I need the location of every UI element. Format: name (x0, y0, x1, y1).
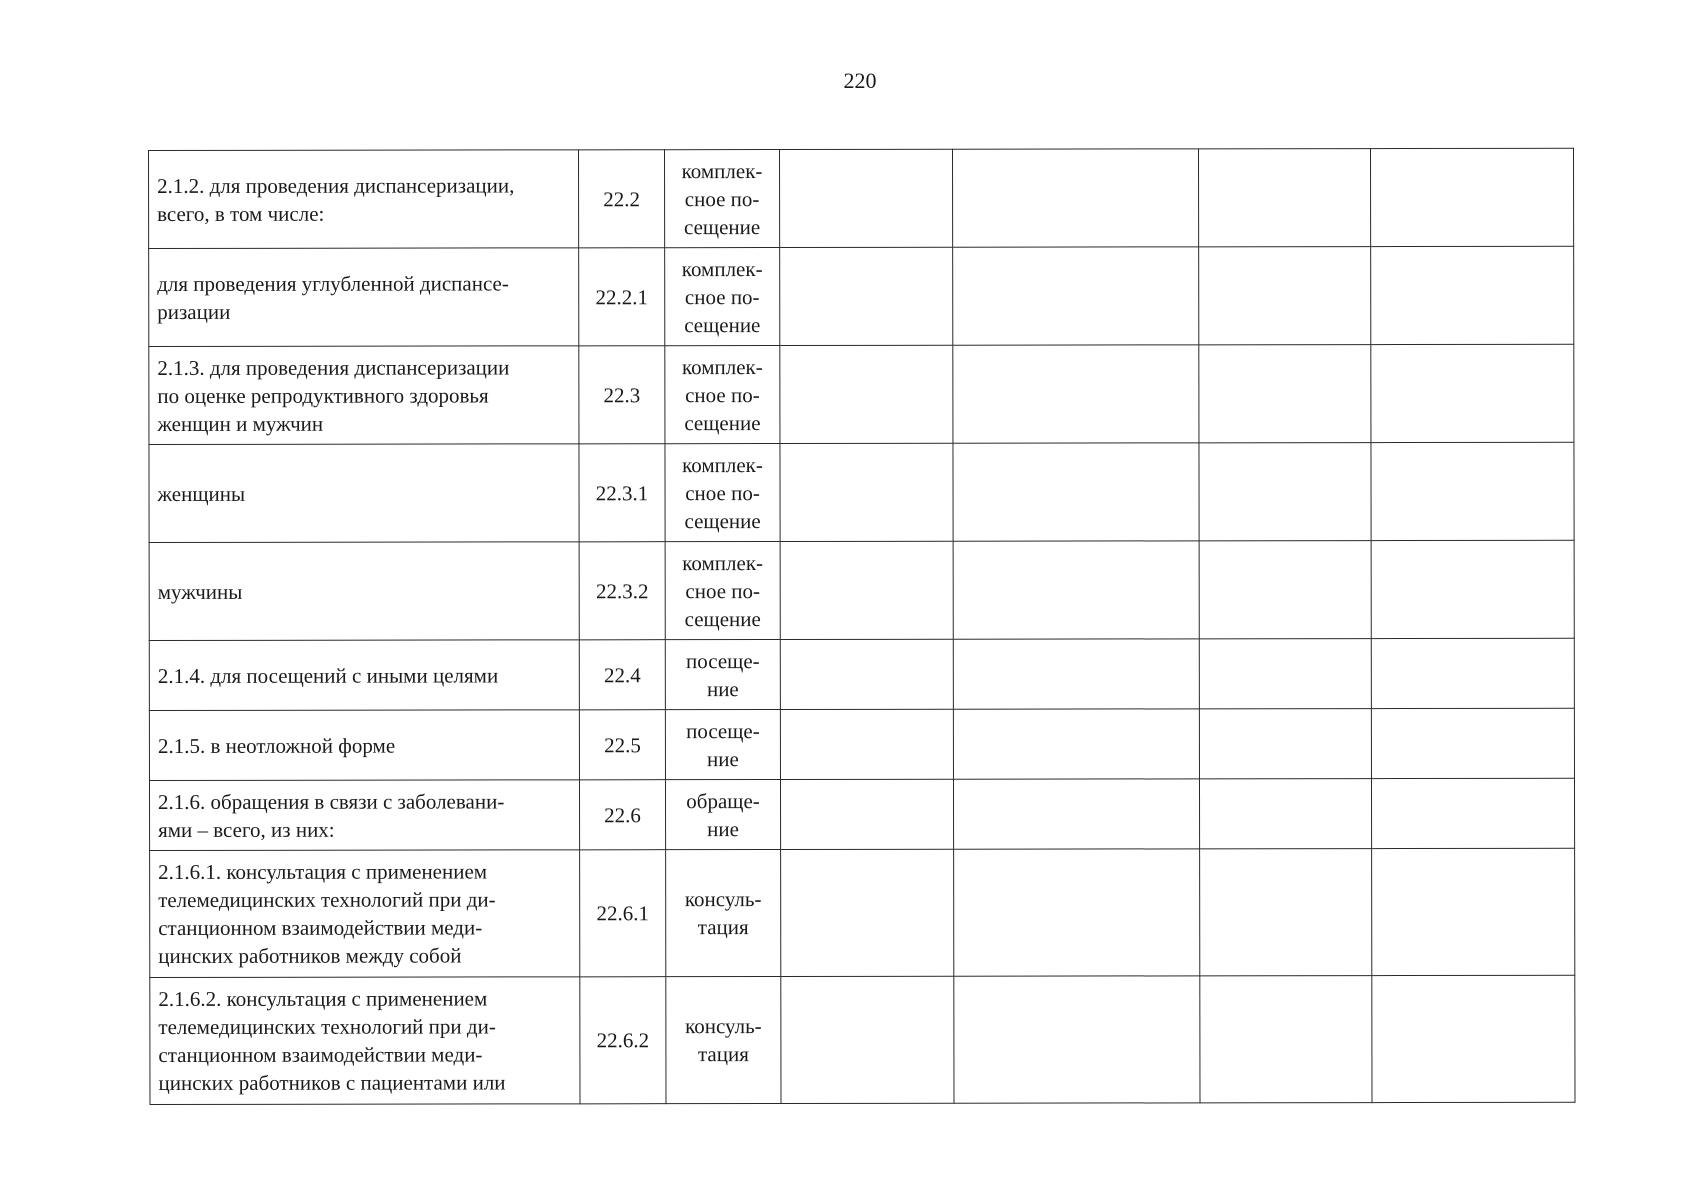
empty-cell (953, 247, 1199, 345)
empty-cell (780, 149, 953, 247)
empty-cell (781, 976, 954, 1103)
table-row (149, 442, 1574, 542)
data-table (148, 148, 1575, 1105)
row-unit-cell (665, 780, 780, 850)
row-code: 22.5 (604, 732, 641, 757)
empty-cell (953, 639, 1199, 709)
row-unit: консуль- тация (685, 1014, 762, 1067)
row-name: для проведения углубленной диспансе- ризации (157, 270, 509, 324)
row-name: женщины (157, 481, 246, 506)
row-unit: комплек- сное по- сещение (681, 354, 763, 435)
empty-cell (1199, 247, 1371, 345)
row-code: 22.6.2 (596, 1028, 650, 1053)
empty-cell (1199, 639, 1371, 709)
row-unit-cell (665, 710, 780, 780)
empty-cell (1371, 708, 1574, 778)
row-name-cell (149, 346, 579, 445)
empty-cell (781, 849, 954, 976)
empty-cell (1199, 779, 1371, 849)
empty-cell (1199, 443, 1371, 541)
empty-cell (1371, 344, 1574, 442)
row-name: 2.1.2. для проведения диспансеризации, всего, в том числе: (157, 172, 515, 226)
empty-cell (780, 639, 953, 709)
table-row (149, 638, 1574, 710)
row-name-cell (149, 780, 579, 851)
empty-cell (952, 149, 1198, 247)
empty-cell (954, 976, 1200, 1103)
row-unit-cell (666, 850, 781, 977)
row-code-cell (579, 248, 665, 346)
row-name: 2.1.6.2. консультация с применением телемедицинских технологий при ди- станционном взаимодействии меди- цинских работников с пациентами или (158, 986, 506, 1095)
empty-cell (953, 345, 1199, 443)
empty-cell (1200, 849, 1372, 976)
empty-cell (780, 443, 953, 541)
empty-cell (1371, 638, 1574, 708)
empty-cell (1370, 148, 1573, 246)
empty-cell (1371, 540, 1574, 638)
empty-cell (780, 247, 953, 345)
empty-cell (1199, 345, 1371, 443)
row-unit-cell (665, 444, 780, 542)
row-name-cell (150, 977, 580, 1105)
row-code: 22.2.1 (595, 284, 648, 309)
empty-cell (1372, 848, 1575, 975)
row-name: 2.1.5. в неотложной форме (157, 733, 396, 758)
table-row (149, 344, 1574, 444)
row-code-cell (580, 850, 666, 977)
empty-cell (953, 779, 1199, 849)
row-name: мужчины (157, 579, 243, 604)
row-code: 22.4 (603, 662, 641, 687)
row-unit-cell (665, 248, 780, 346)
row-name: 2.1.3. для проведения диспансеризации по оценке репродуктивного здоровья женщин и мужчин (157, 354, 510, 436)
row-unit: посеще- ние (686, 718, 760, 771)
empty-cell (1371, 246, 1574, 344)
row-code-cell (579, 444, 665, 542)
empty-cell (953, 541, 1199, 639)
page-number: 220 (843, 68, 877, 93)
row-code: 22.3.2 (595, 578, 649, 603)
table-row (149, 540, 1574, 640)
table-row (149, 246, 1574, 346)
row-unit: комплек- сное по- сещение (682, 550, 764, 631)
empty-cell (780, 541, 953, 639)
row-unit: консуль- тация (684, 887, 762, 940)
row-code-cell (579, 150, 665, 248)
table-row (149, 148, 1574, 248)
row-code-cell (579, 780, 665, 850)
row-unit-cell (665, 346, 780, 444)
table-row (150, 848, 1575, 977)
row-name-cell (149, 710, 579, 781)
row-name-cell (149, 150, 579, 249)
row-code: 22.3.1 (595, 480, 649, 505)
empty-cell (1372, 975, 1575, 1102)
row-unit-cell (665, 150, 780, 248)
empty-cell (1371, 442, 1574, 540)
empty-cell (780, 345, 953, 443)
row-unit-cell (666, 977, 781, 1104)
row-name-cell (150, 850, 580, 978)
row-unit: комплек- сное по- сещение (681, 256, 763, 337)
row-unit: обраще- ние (686, 788, 760, 841)
row-code: 22.2 (603, 186, 640, 211)
empty-cell (780, 779, 953, 849)
row-code-cell (580, 977, 666, 1104)
row-name-cell (149, 640, 579, 711)
row-code-cell (579, 710, 665, 780)
row-code: 22.6.1 (596, 901, 649, 926)
row-name: 2.1.4. для посещений с иными целями (157, 662, 499, 688)
empty-cell (780, 709, 953, 779)
row-name-cell (149, 444, 579, 543)
row-code-cell (579, 542, 665, 640)
table-row (149, 708, 1574, 780)
table-row (149, 778, 1574, 850)
row-code: 22.3 (603, 382, 641, 407)
row-name: 2.1.6.1. консультация с применением телемедицинских технологий при ди- станционном взаимодействии меди- цинских работников между собой (158, 859, 496, 968)
row-unit-cell (665, 542, 780, 640)
row-unit-cell (665, 640, 780, 710)
row-code-cell (579, 640, 665, 710)
empty-cell (1199, 709, 1371, 779)
empty-cell (953, 443, 1199, 541)
row-unit: комплек- сное по- сещение (681, 158, 763, 239)
table-row (150, 975, 1575, 1104)
empty-cell (1198, 149, 1370, 247)
row-name-cell (149, 542, 579, 641)
row-name-cell (149, 248, 579, 347)
empty-cell (1200, 976, 1372, 1103)
row-unit: посеще- ние (685, 648, 760, 701)
empty-cell (953, 709, 1199, 779)
row-code: 22.6 (604, 802, 641, 827)
empty-cell (1371, 778, 1574, 848)
row-name: 2.1.6. обращения в связи с заболевани- ями – всего, из них: (158, 788, 505, 842)
empty-cell (954, 849, 1200, 976)
row-code-cell (579, 346, 665, 444)
empty-cell (1199, 541, 1371, 639)
row-unit: комплек- сное по- сещение (682, 452, 763, 533)
